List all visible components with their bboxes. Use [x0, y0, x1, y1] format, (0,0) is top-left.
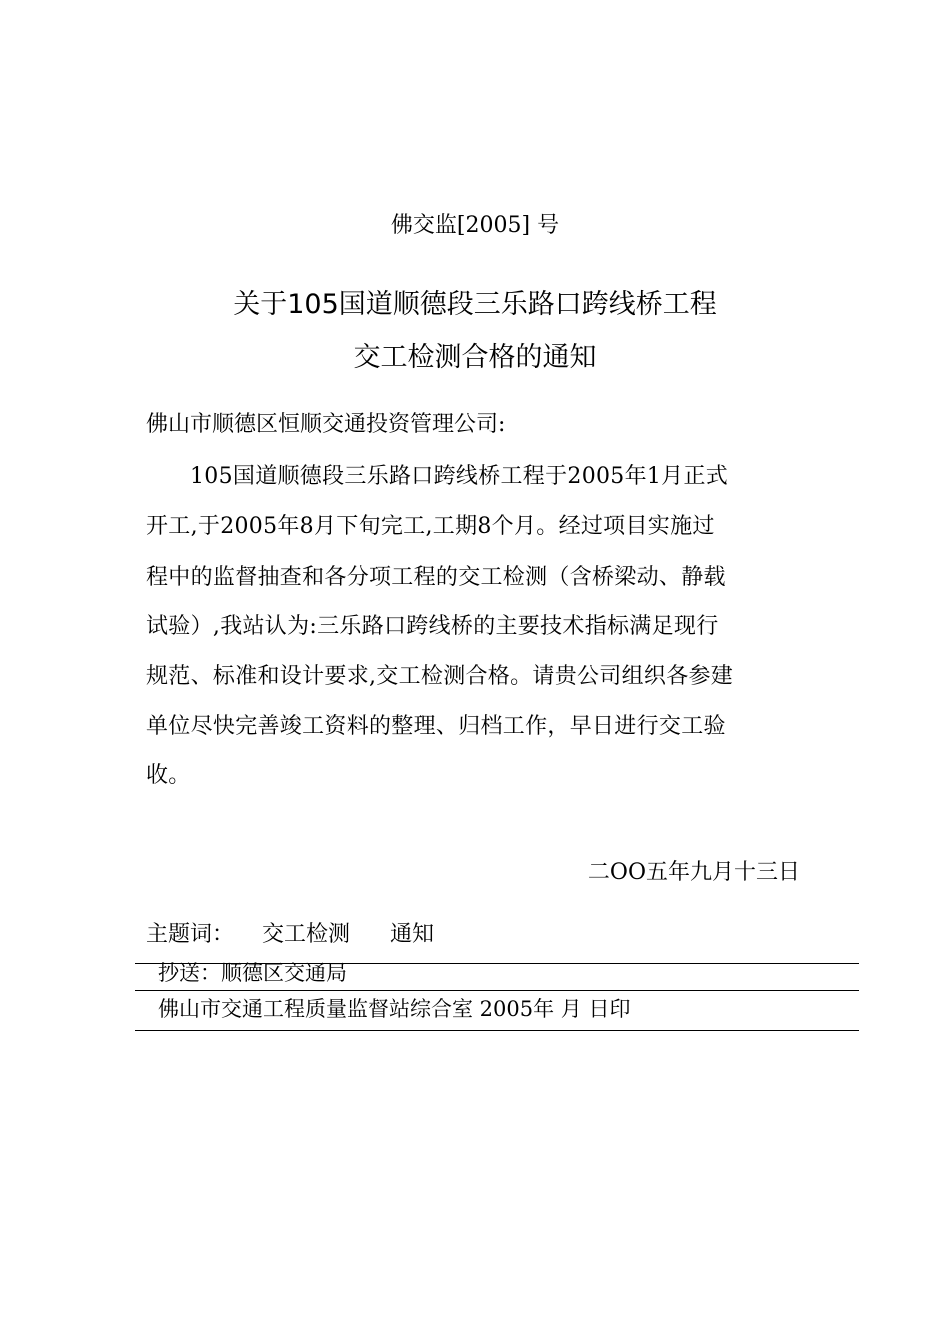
- body-line-1: 105国道顺德段三乐路口跨线桥工程于2005年1月正式: [190, 464, 729, 489]
- keyword-item: 交工检测: [262, 922, 351, 947]
- body-line-6: 单位尽快完善竣工资料的整理、归档工作，早日进行交工验: [146, 714, 726, 739]
- body-line-5: 规范、标准和设计要求,交工检测合格。请贵公司组织各参建: [146, 664, 734, 689]
- document-number: 佛交监[2005] 号: [390, 213, 560, 238]
- body-line-4: 试验）,我站认为:三乐路口跨线桥的主要技术指标满足现行: [146, 614, 719, 639]
- body-line-3: 程中的监督抽查和各分项工程的交工检测（含桥梁动、静载: [146, 565, 726, 590]
- recipient: 佛山市顺德区恒顺交通投资管理公司:: [146, 412, 506, 437]
- divider-line: [135, 1030, 859, 1031]
- divider-line: [135, 990, 859, 991]
- keyword-item: 通知: [390, 922, 435, 947]
- issue-date: 二OO五年九月十三日: [587, 860, 800, 885]
- body-line-2: 开工,于2005年8月下旬完工,工期8个月。经过项目实施过: [146, 514, 715, 539]
- cc-line: 抄送：顺德区交通局: [158, 961, 347, 985]
- title-line-2: 交工检测合格的通知: [353, 342, 597, 373]
- title-line-1: 关于105国道顺德段三乐路口跨线桥工程: [233, 289, 717, 320]
- subject-keywords: [146, 917, 434, 948]
- body-line-7: 收。: [146, 763, 191, 788]
- issuer-line: 佛山市交通工程质量监督站综合室 2005年 月 日印: [158, 997, 631, 1021]
- keywords-label: 主题词：: [146, 922, 235, 947]
